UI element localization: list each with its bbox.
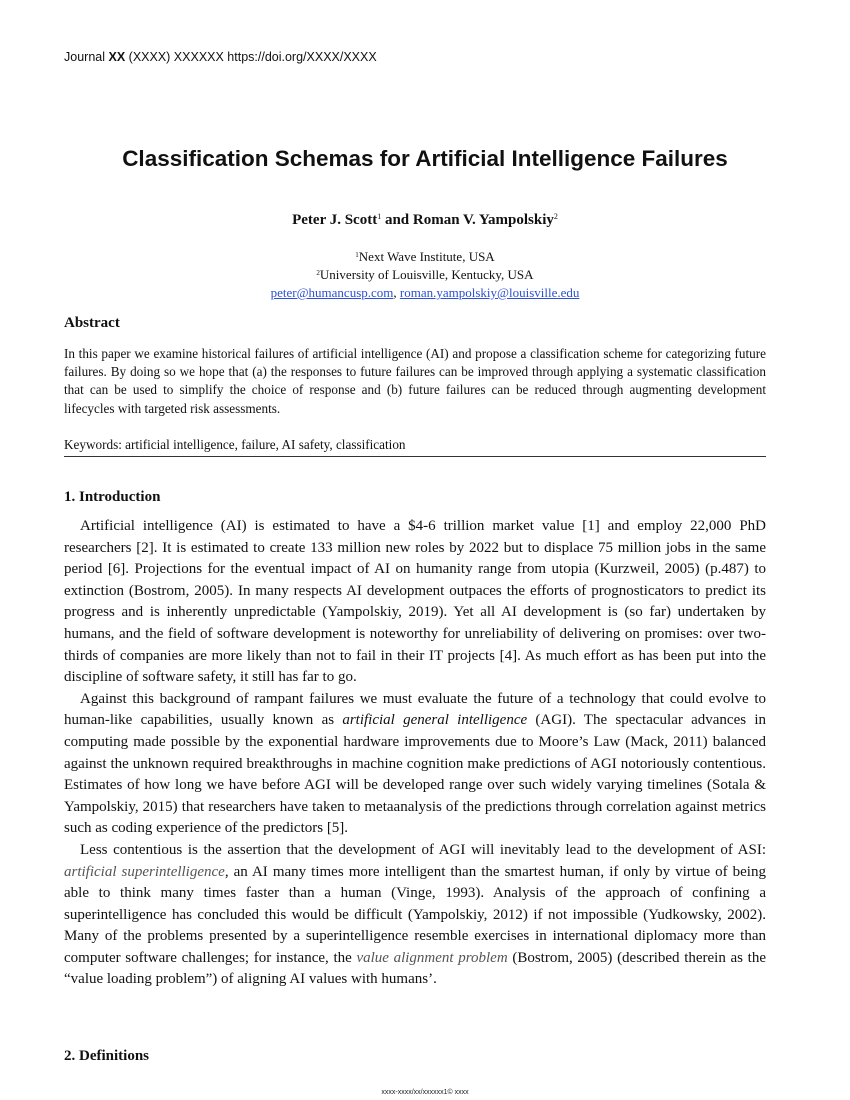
abstract-heading: Abstract <box>64 315 120 331</box>
abstract-text: In this paper we examine historical failures of artificial intelligence (AI) and propose a classification scheme for categorizing future failures. By doing so we hope that (a) the responses to future failures can be improved through applying a systematic classification that can be used to simplify the choice of response and (b) future failures can be reduced through augmenting development lifecycles with targeted risk assessments. <box>64 346 766 416</box>
page-footer: xxxx-xxxx/xx/xxxxxx1© xxxx <box>381 1089 469 1096</box>
section-2-heading: 2. Definitions <box>64 1048 150 1064</box>
paragraph-3: Less contentious is the assertion that the development of AGI will inevitably lead to the development of ASI: artificial superintelligence, an AI many times more intelligent than the smartest human, if only by virtue of being able to think many times faster than a human (Vinge, 1993). Analysis of the approach of confining a superintelligence has concluded this would be difficult (Yampolskiy, 2012) if not impossible (Yudkowsky, 2002). Many of the problems presented by a superintelligence resemble exercises in international diplomacy more than computer software challenges; for instance, the value alignment problem (Bostrom, 2005) (described therein as the “value loading problem”) of aligning AI values with humans’. <box>64 841 766 988</box>
email-separator: , <box>393 285 400 300</box>
term-value-alignment: value alignment problem <box>356 949 508 966</box>
keywords: Keywords: artificial intelligence, failure, AI safety, classification <box>64 437 406 452</box>
section-1-body <box>64 516 766 991</box>
term-agi: artificial general intelligence <box>342 712 528 729</box>
journal-label: Journal <box>64 50 105 64</box>
author-2: Roman V. Yampolskiy <box>412 212 554 228</box>
journal-volume: XX <box>108 50 126 64</box>
author-line <box>0 212 850 229</box>
affiliation-1-marker: 1 <box>355 251 359 259</box>
email-line <box>0 285 850 301</box>
author-conjunction: and <box>381 212 413 228</box>
divider <box>64 456 766 457</box>
paper-title: Classification Schemas for Artificial Intelligence Failures <box>122 146 728 171</box>
affiliation-2-text: University of Louisville, Kentucky, USA <box>319 267 534 282</box>
author-2-affil-marker: 2 <box>553 212 558 221</box>
affiliation-2-marker: 2 <box>316 269 320 277</box>
affiliation-2 <box>0 267 850 283</box>
email-link-2[interactable]: roman.yampolskiy@louisville.edu <box>399 285 580 300</box>
affiliation-1 <box>0 249 850 265</box>
journal-header <box>64 50 377 64</box>
email-link-1[interactable]: peter@humancusp.com <box>270 285 394 300</box>
author-1-affil-marker: 1 <box>377 212 382 221</box>
paragraph-1: Artificial intelligence (AI) is estimated to have a $4-6 trillion market value [1] and employ 22,000 PhD researchers [2]. It is estimated to create 133 million new roles by 2022 but to displace 75 million jobs in the same period [6]. Projections for the eventual impact of AI on humanity range from utopia (Kurzweil, 2005) (p.487) to extinction (Bostrom, 2005). In many respects AI development outpaces the efforts of prognosticators to predict its progress and is inherently unpredictable (Yampolskiy, 2019). Yet all AI development is (so far) undertaken by humans, and the field of software development is noteworthy for unreliability of delivering on promises: over two-thirds of companies are more likely than not to fail in their IT projects [4]. As much effort as has been put into the discipline of software safety, it still has far to go. <box>64 518 766 686</box>
journal-doi: (XXXX) XXXXXX https://doi.org/XXXX/XXXX <box>128 50 377 64</box>
author-1: Peter J. Scott <box>292 212 378 228</box>
affiliation-1-text: Next Wave Institute, USA <box>358 249 495 264</box>
paragraph-2: Against this background of rampant failures we must evaluate the future of a technology that could evolve to human-like capabilities, usually known as artificial general intelligence (AGI). The spectacular advances in computing made possible by the exponential hardware improvements due to Moore’s Law (Mack, 2011) balanced against the unknown required breakthroughs in machine cognition make predictions of AGI notoriously contentious. Estimates of how long we have before AGI will be developed range over such widely varying timelines (Sotala & Yampolskiy, 2015) that researchers have taken to metaanalysis of the predictions through correlation against metrics such as coding experience of the predictors [5]. <box>64 690 766 837</box>
term-asi: artificial superintelligence <box>64 863 225 880</box>
section-1-heading: 1. Introduction <box>64 489 161 505</box>
